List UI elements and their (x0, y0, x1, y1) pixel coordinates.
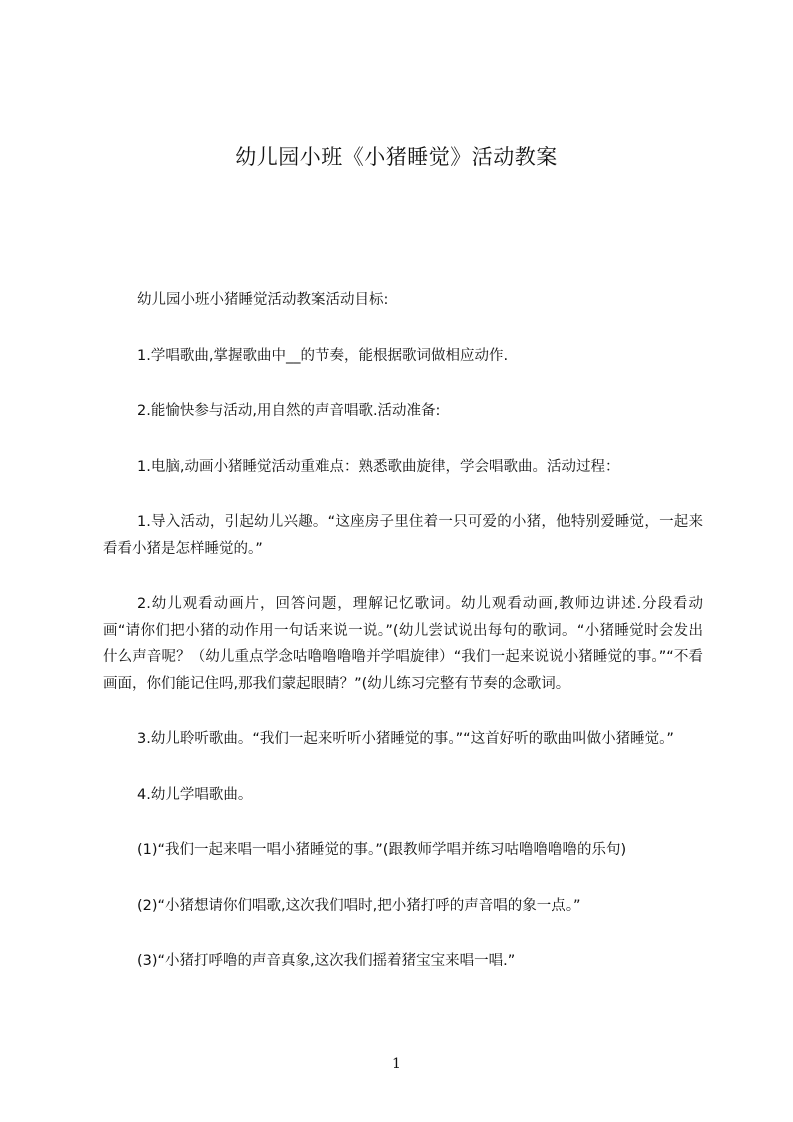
paragraph-substep-2: (2)“小猪想请你们唱歌,这次我们唱时,把小猪打呼的声音唱的象一点。” (137, 897, 581, 914)
paragraph-substep-1: (1)“我们一起来唱一唱小猪睡觉的事。”(跟教师学唱并练习咕噜噜噜噜的乐句) (137, 842, 627, 858)
page-number: 1 (392, 1056, 401, 1072)
paragraph-preparation: 1.电脑,动画小猪睡觉活动重难点：熟悉歌曲旋律，学会唱歌曲。活动过程： (137, 458, 620, 475)
paragraph-step-4: 4.幼儿学唱歌曲。 (137, 786, 253, 803)
document-title: 幼儿园小班《小猪睡觉》活动教案 (235, 145, 558, 169)
paragraph-substep-3: (3)“小猪打呼噜的声音真象,这次我们摇着猪宝宝来唱一唱.” (137, 953, 516, 969)
paragraph-step-3: 3.幼儿聆听歌曲。“我们一起来听听小猪睡觉的事。”“这首好听的歌曲叫做小猪睡觉。” (137, 731, 674, 747)
document-body (103, 287, 703, 1004)
paragraph-objectives-heading: 幼儿园小班小猪睡觉活动教案活动目标: (137, 292, 389, 308)
paragraph-objective-2: 2.能愉快参与活动,用自然的声音唱歌.活动准备: (137, 403, 441, 419)
paragraph-step-2: 2.幼儿观看动画片，回答问题，理解记忆歌词。幼儿观看动画,教师边讲述.分段看动画“请你们把小猪的动作用一句话来说一说。”(幼儿尝试说出每句的歌词。“小猪睡觉时会发出什么声音呢？（幼儿重点学念咕噜噜噜噜并学唱旋律）“我们一起来说说小猪睡觉的事。”“不看画面，你们能记住吗,那我们蒙起眼睛？”(幼儿练习完整有节奏的念歌词。 (103, 596, 703, 692)
paragraph-step-1: 1.导入活动，引起幼儿兴趣。“这座房子里住着一只可爱的小猪，他特别爱睡觉，一起来看看小猪是怎样睡觉的。” (103, 514, 703, 557)
paragraph-objective-1: 1.学唱歌曲,掌握歌曲中__的节奏，能根据歌词做相应动作. (137, 347, 509, 364)
